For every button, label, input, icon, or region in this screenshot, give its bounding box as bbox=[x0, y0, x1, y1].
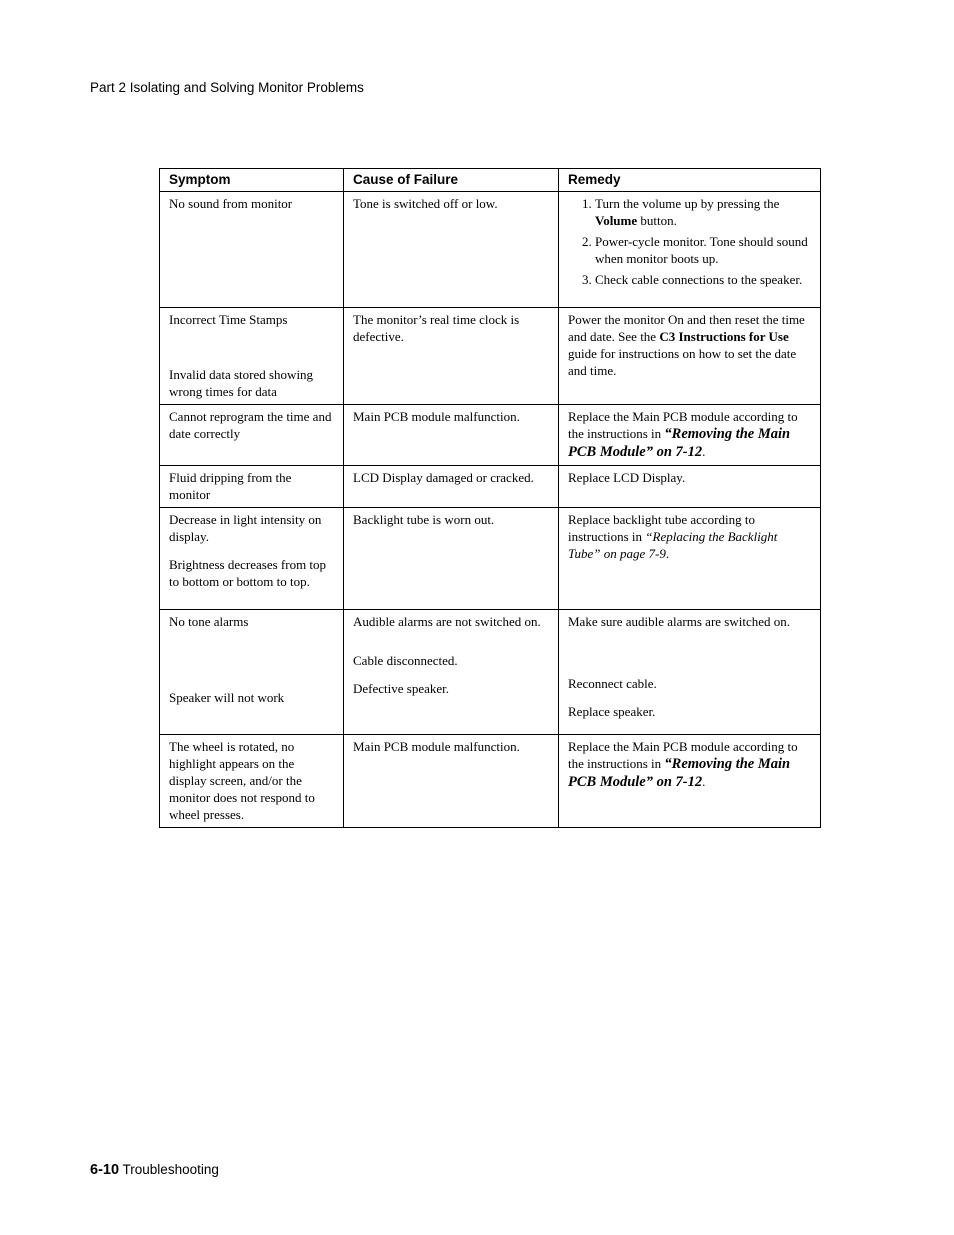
volume-button-term: Volume bbox=[595, 213, 638, 228]
symptom-cell bbox=[160, 192, 344, 308]
cause-cell bbox=[344, 192, 559, 308]
symptom-cell bbox=[160, 735, 344, 828]
remedy-text: Replace LCD Display. bbox=[568, 470, 686, 485]
remedy-text: Make sure audible alarms are switched on. bbox=[568, 614, 791, 629]
footer-section-title: Troubleshooting bbox=[122, 1162, 219, 1177]
column-header-remedy: Remedy bbox=[559, 169, 821, 192]
cause-text: The monitor’s real time clock is defective. bbox=[353, 312, 520, 344]
table-row bbox=[160, 508, 821, 610]
symptom-cell bbox=[160, 405, 344, 466]
cause-text: Backlight tube is worn out. bbox=[353, 512, 495, 527]
cause-text: Main PCB module malfunction. bbox=[353, 409, 520, 424]
remedy-cell bbox=[559, 308, 821, 405]
table-row bbox=[160, 192, 821, 308]
remedy-cell bbox=[559, 735, 821, 828]
cause-text: Main PCB module malfunction. bbox=[353, 739, 520, 754]
table-row bbox=[160, 405, 821, 466]
instructions-for-use-term: C3 Instructions for Use bbox=[659, 329, 789, 344]
cause-cell bbox=[344, 466, 559, 508]
symptom-cell bbox=[160, 466, 344, 508]
remedy-text: Replace the Main PCB module according to the instructions in “Removing the Main PCB Module” on 7-12. bbox=[568, 739, 798, 790]
running-header: Part 2 Isolating and Solving Monitor Problems bbox=[90, 80, 364, 95]
symptom-text: Fluid dripping from the monitor bbox=[169, 470, 292, 502]
cross-reference-link[interactable]: “Removing the Main PCB Module” on 7-12 bbox=[568, 756, 791, 790]
table-row bbox=[160, 466, 821, 508]
remedy-step: 3. Check cable connections to the speaker. bbox=[595, 271, 811, 288]
cause-text: Tone is switched off or low. bbox=[353, 196, 498, 211]
table-header-row bbox=[160, 169, 821, 192]
remedy-step: 1. Turn the volume up by pressing the Volume button. bbox=[595, 195, 811, 229]
remedy-cell bbox=[559, 610, 821, 735]
remedy-text: Reconnect cable. bbox=[568, 676, 657, 691]
remedy-cell bbox=[559, 192, 821, 308]
page-number: 6-10 bbox=[90, 1162, 120, 1178]
symptom-text: Brightness decreases from top to bottom or bottom to top. bbox=[169, 557, 327, 589]
remedy-text: Replace speaker. bbox=[568, 704, 656, 719]
cause-cell bbox=[344, 508, 559, 610]
symptom-cell bbox=[160, 308, 344, 405]
cause-text: Cable disconnected. bbox=[353, 653, 458, 668]
cause-text: LCD Display damaged or cracked. bbox=[353, 470, 534, 485]
symptom-text: Cannot reprogram the time and date correctly bbox=[169, 409, 332, 441]
cause-cell bbox=[344, 405, 559, 466]
troubleshooting-table bbox=[159, 168, 821, 828]
symptom-text: Incorrect Time Stamps bbox=[169, 312, 288, 327]
symptom-text: Decrease in light intensity on display. bbox=[169, 512, 322, 544]
symptom-text: Speaker will not work bbox=[169, 690, 285, 705]
table-row bbox=[160, 735, 821, 828]
cross-reference-link[interactable]: “Replacing the Backlight Tube” on page 7-9 bbox=[568, 529, 778, 561]
symptom-text: The wheel is rotated, no highlight appears on the display screen, and/or the monitor does not respond to wheel presses. bbox=[169, 739, 315, 822]
remedy-cell bbox=[559, 508, 821, 610]
cause-cell bbox=[344, 735, 559, 828]
remedy-cell bbox=[559, 405, 821, 466]
symptom-text: No sound from monitor bbox=[169, 196, 293, 211]
column-header-symptom: Symptom bbox=[160, 169, 344, 192]
page-footer bbox=[90, 1162, 219, 1178]
remedy-text: Replace the Main PCB module according to the instructions in “Removing the Main PCB Module” on 7-12. bbox=[568, 409, 798, 460]
remedy-step: 2. Power-cycle monitor. Tone should sound when monitor boots up. bbox=[595, 233, 811, 267]
cause-cell bbox=[344, 308, 559, 405]
remedy-text: Replace backlight tube according to instructions in “Replacing the Backlight Tube” on page 7-9. bbox=[568, 512, 778, 561]
remedy-steps-list bbox=[568, 195, 811, 288]
symptom-text: No tone alarms bbox=[169, 614, 249, 629]
table-row bbox=[160, 610, 821, 735]
cross-reference-link[interactable]: “Removing the Main PCB Module” on 7-12 bbox=[568, 426, 791, 460]
remedy-cell bbox=[559, 466, 821, 508]
cause-cell bbox=[344, 610, 559, 735]
table-row bbox=[160, 308, 821, 405]
symptom-text: Invalid data stored showing wrong times for data bbox=[169, 367, 314, 399]
symptom-cell bbox=[160, 508, 344, 610]
cause-text: Defective speaker. bbox=[353, 681, 450, 696]
cause-text: Audible alarms are not switched on. bbox=[353, 614, 541, 629]
column-header-cause: Cause of Failure bbox=[344, 169, 559, 192]
remedy-text: Power the monitor On and then reset the time and date. See the C3 Instructions for Use guide for instructions on how to set the date and time. bbox=[568, 312, 805, 378]
symptom-cell bbox=[160, 610, 344, 735]
